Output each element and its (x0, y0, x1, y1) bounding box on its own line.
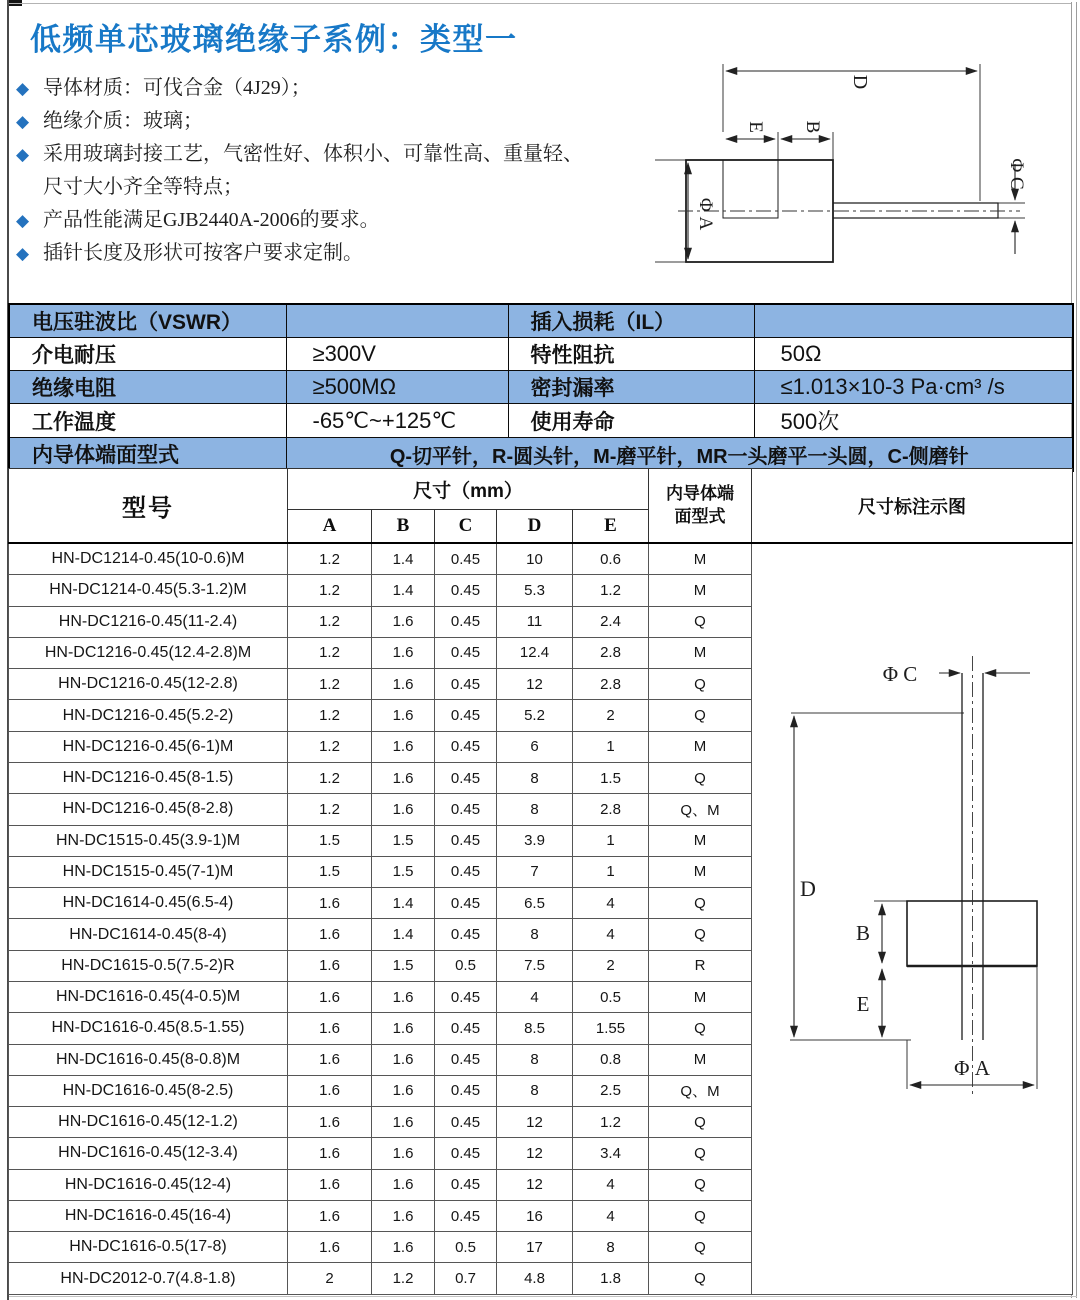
feature-text: 插针长度及形状可按客户要求定制。 (43, 242, 363, 264)
model-cell: HN-DC1616-0.45(12-1.2) (9, 1107, 288, 1138)
dim-c-cell: 0.45 (435, 637, 497, 668)
pin-outline (833, 203, 998, 218)
face-type-cell: Q (649, 1107, 752, 1138)
dim-label-phi-a: Φ A (695, 197, 716, 231)
feature-item (16, 138, 592, 204)
dim-d-cell: 4 (497, 981, 573, 1012)
spec-label: 工作温度 (9, 404, 286, 438)
face-type-cell: Q (649, 1232, 752, 1263)
dim-b-cell: 1.5 (372, 825, 435, 856)
dim-d-cell: 3.9 (497, 825, 573, 856)
dim-d-cell: 8 (497, 1044, 573, 1075)
face-type-cell: Q (649, 606, 752, 637)
dim-a-cell: 1.2 (288, 762, 372, 793)
column-header-d: D (497, 510, 573, 544)
dim-b-cell: 1.6 (372, 606, 435, 637)
model-cell: HN-DC1616-0.45(16-4) (9, 1200, 288, 1231)
model-cell: HN-DC1216-0.45(12-2.8) (9, 669, 288, 700)
spec-row (9, 304, 1073, 338)
face-type-cell: Q (649, 762, 752, 793)
dim-b-cell: 1.4 (372, 888, 435, 919)
dimension-annotation-drawing (753, 544, 1071, 1290)
column-header-diagram: 尺寸标注示图 (752, 469, 1073, 544)
dim-c-cell: 0.5 (435, 950, 497, 981)
dim-c-cell: 0.45 (435, 669, 497, 700)
face-type-cell: R (649, 950, 752, 981)
dim-a-cell: 1.6 (288, 1138, 372, 1169)
dim-c-cell: 0.45 (435, 731, 497, 762)
dim-d-cell: 5.2 (497, 700, 573, 731)
dim-c-cell: 0.45 (435, 1200, 497, 1231)
column-header-b: B (372, 510, 435, 544)
dim-b-cell: 1.6 (372, 637, 435, 668)
model-cell: HN-DC1615-0.5(7.5-2)R (9, 950, 288, 981)
dim-a-cell: 1.6 (288, 1044, 372, 1075)
dim-e-cell: 2.8 (573, 794, 649, 825)
dim-b-cell: 1.4 (372, 575, 435, 606)
face-type-cell: M (649, 637, 752, 668)
face-type-cell: M (649, 1044, 752, 1075)
face-type-cell: M (649, 825, 752, 856)
dim-e-cell: 1.55 (573, 1013, 649, 1044)
dim-a-cell: 1.6 (288, 1200, 372, 1231)
dim-b-cell: 1.6 (372, 794, 435, 825)
model-cell: HN-DC1614-0.45(6.5-4) (9, 888, 288, 919)
dim-d-cell: 7.5 (497, 950, 573, 981)
dim-a-cell: 1.5 (288, 856, 372, 887)
spec-row (9, 371, 1073, 404)
model-cell: HN-DC1216-0.45(12.4-2.8)M (9, 637, 288, 668)
feature-item (16, 237, 592, 270)
dim-d-cell: 8 (497, 1075, 573, 1106)
face-type-cell: Q (649, 1169, 752, 1200)
dim-e-cell: 0.6 (573, 543, 649, 575)
dim-c-cell: 0.5 (435, 1232, 497, 1263)
feature-item (16, 204, 592, 237)
face-type-cell: M (649, 981, 752, 1012)
dim-e-cell: 1.2 (573, 575, 649, 606)
dim-c-cell: 0.45 (435, 981, 497, 1012)
dim-a-cell: 1.6 (288, 1232, 372, 1263)
header-row-group (9, 469, 1073, 510)
dim-label-e: E (745, 121, 766, 133)
spec-value (286, 304, 508, 338)
diamond-bullet-icon: ◆ (16, 145, 30, 164)
spec-table (8, 303, 1074, 472)
dim-b-cell: 1.6 (372, 1107, 435, 1138)
dim-e-cell: 4 (573, 919, 649, 950)
dim-d-cell: 8 (497, 762, 573, 793)
face-type-cell: M (649, 575, 752, 606)
column-group-dimensions: 尺寸（mm） (288, 469, 649, 510)
glass-recess-outline (723, 160, 778, 218)
dim-d-cell: 8 (497, 919, 573, 950)
model-table (8, 468, 1073, 1295)
face-type-cell: M (649, 856, 752, 887)
dim-d-cell: 5.3 (497, 575, 573, 606)
face-type-legend: Q-切平针，R-圆头针，M-磨平针，MR一头磨平一头圆，C-侧磨针 (286, 438, 1073, 472)
dim-e-cell: 2.5 (573, 1075, 649, 1106)
spec-row (9, 438, 1073, 472)
spec-value: ≤1.013×10-3 Pa·cm³ /s (754, 371, 1073, 404)
spec-value: 500次 (754, 404, 1073, 438)
dim-b-cell: 1.6 (372, 669, 435, 700)
dim-e-cell: 3.4 (573, 1138, 649, 1169)
face-type-cell: Q (649, 1138, 752, 1169)
column-header-a: A (288, 510, 372, 544)
dim-b-cell: 1.6 (372, 1138, 435, 1169)
dim-e-cell: 2.4 (573, 606, 649, 637)
model-cell: HN-DC1616-0.5(17-8) (9, 1232, 288, 1263)
spec-value: 50Ω (754, 338, 1073, 371)
spec-row (9, 404, 1073, 438)
model-cell: HN-DC1214-0.45(10-0.6)M (9, 543, 288, 575)
model-cell: HN-DC1216-0.45(6-1)M (9, 731, 288, 762)
dim-b-cell: 1.4 (372, 543, 435, 575)
dim-e-cell: 4 (573, 1169, 649, 1200)
dim-a-cell: 1.6 (288, 950, 372, 981)
dim-a-cell: 2 (288, 1263, 372, 1295)
dim-b-cell: 1.6 (372, 762, 435, 793)
dim-label-phi-c: Φ C (1006, 158, 1027, 190)
dim-c-cell: 0.45 (435, 825, 497, 856)
dim-a-cell: 1.6 (288, 1169, 372, 1200)
page-bottom-border (9, 1296, 1077, 1297)
dim-c-cell: 0.45 (435, 762, 497, 793)
model-cell: HN-DC1616-0.45(12-3.4) (9, 1138, 288, 1169)
spec-value (754, 304, 1073, 338)
dim-c-cell: 0.7 (435, 1263, 497, 1295)
dim-a-cell: 1.2 (288, 731, 372, 762)
dim-c-cell: 0.45 (435, 700, 497, 731)
spec-label: 特性阻抗 (508, 338, 754, 371)
dim-a-cell: 1.2 (288, 700, 372, 731)
dim-e-cell: 4 (573, 1200, 649, 1231)
dim-e-cell: 4 (573, 888, 649, 919)
dim-label-e: E (856, 992, 870, 1016)
dim-e-cell: 8 (573, 1232, 649, 1263)
dim-e-cell: 1.5 (573, 762, 649, 793)
dim-d-cell: 4.8 (497, 1263, 573, 1295)
dim-a-cell: 1.5 (288, 825, 372, 856)
extension-line (998, 203, 1025, 218)
feature-item (16, 72, 592, 105)
dim-b-cell: 1.6 (372, 1044, 435, 1075)
dim-c-cell: 0.45 (435, 1013, 497, 1044)
column-header-face-type: 内导体端面型式 (649, 469, 752, 544)
dim-b-cell: 1.5 (372, 856, 435, 887)
feature-text: 采用玻璃封接工艺，气密性好、体积小、可靠性高、重量轻、尺寸大小齐全等特点； (43, 143, 583, 198)
feature-text: 绝缘介质：玻璃； (43, 110, 203, 132)
dim-c-cell: 0.45 (435, 919, 497, 950)
diamond-bullet-icon: ◆ (16, 211, 30, 230)
dim-e-cell: 1.2 (573, 1107, 649, 1138)
face-type-cell: M (649, 731, 752, 762)
model-cell: HN-DC1216-0.45(8-1.5) (9, 762, 288, 793)
dim-label-d: D (800, 876, 816, 901)
diamond-bullet-icon: ◆ (16, 112, 30, 131)
dim-d-cell: 12.4 (497, 637, 573, 668)
spec-value: ≥500MΩ (286, 371, 508, 404)
model-table-body (9, 543, 1073, 1295)
dim-e-cell: 2.8 (573, 637, 649, 668)
model-cell: HN-DC1616-0.45(8.5-1.55) (9, 1013, 288, 1044)
spec-value: -65℃~+125℃ (286, 404, 508, 438)
dim-label-phi-c: Φ C (882, 662, 918, 686)
dim-c-cell: 0.45 (435, 1107, 497, 1138)
dim-label-d: D (849, 74, 871, 90)
face-type-cell: Q (649, 1013, 752, 1044)
dim-a-cell: 1.6 (288, 981, 372, 1012)
dim-c-cell: 0.45 (435, 606, 497, 637)
dim-d-cell: 16 (497, 1200, 573, 1231)
dim-c-cell: 0.45 (435, 1075, 497, 1106)
dim-b-cell: 1.6 (372, 1075, 435, 1106)
spec-label: 使用寿命 (508, 404, 754, 438)
spec-value: ≥300V (286, 338, 508, 371)
face-type-cell: Q (649, 919, 752, 950)
page-right-border-outer (1076, 2, 1077, 1298)
spec-label: 绝缘电阻 (9, 371, 286, 404)
feature-text: 导体材质：可伐合金（4J29）； (43, 77, 311, 99)
dim-d-cell: 6.5 (497, 888, 573, 919)
dim-e-cell: 0.5 (573, 981, 649, 1012)
dim-c-cell: 0.45 (435, 543, 497, 575)
dim-b-cell: 1.6 (372, 1013, 435, 1044)
dim-d-cell: 11 (497, 606, 573, 637)
dim-c-cell: 0.45 (435, 1169, 497, 1200)
dim-e-cell: 1.8 (573, 1263, 649, 1295)
dim-b-cell: 1.5 (372, 950, 435, 981)
model-cell: HN-DC1614-0.45(8-4) (9, 919, 288, 950)
dim-b-cell: 1.6 (372, 981, 435, 1012)
dim-a-cell: 1.6 (288, 1075, 372, 1106)
dim-c-cell: 0.45 (435, 1044, 497, 1075)
dim-c-cell: 0.45 (435, 856, 497, 887)
page-title: 低频单芯玻璃绝缘子系例：类型一 (30, 22, 518, 57)
diamond-bullet-icon: ◆ (16, 79, 30, 98)
page-top-border (9, 3, 1072, 4)
dim-label-phi-a: Φ A (954, 1056, 990, 1080)
column-header-e: E (573, 510, 649, 544)
face-type-cell: Q (649, 700, 752, 731)
dim-a-cell: 1.6 (288, 888, 372, 919)
dim-e-cell: 2 (573, 950, 649, 981)
model-cell: HN-DC1216-0.45(8-2.8) (9, 794, 288, 825)
dim-e-cell: 0.8 (573, 1044, 649, 1075)
column-header-model: 型号 (9, 469, 288, 544)
dim-c-cell: 0.45 (435, 794, 497, 825)
dim-label-b: B (802, 120, 823, 134)
dim-e-cell: 1 (573, 731, 649, 762)
dimension-diagram-cell (752, 543, 1073, 1295)
dim-c-cell: 0.45 (435, 888, 497, 919)
face-type-cell: Q (649, 669, 752, 700)
model-cell: HN-DC1216-0.45(11-2.4) (9, 606, 288, 637)
face-type-cell: Q、M (649, 794, 752, 825)
dim-d-cell: 7 (497, 856, 573, 887)
spec-label: 内导体端面型式 (9, 438, 286, 472)
dim-b-cell: 1.6 (372, 700, 435, 731)
feature-list (16, 72, 592, 270)
dim-d-cell: 17 (497, 1232, 573, 1263)
dim-a-cell: 1.6 (288, 919, 372, 950)
dim-d-cell: 12 (497, 669, 573, 700)
dim-e-cell: 2 (573, 700, 649, 731)
insulator-body-outline (907, 901, 1037, 966)
spec-label: 介电耐压 (9, 338, 286, 371)
spec-label: 插入损耗（IL） (508, 304, 754, 338)
dim-d-cell: 8.5 (497, 1013, 573, 1044)
dim-e-cell: 1 (573, 825, 649, 856)
table-row (9, 543, 1073, 575)
face-type-cell: Q (649, 888, 752, 919)
model-table-header (9, 469, 1073, 544)
model-cell: HN-DC1616-0.45(12-4) (9, 1169, 288, 1200)
dim-a-cell: 1.2 (288, 543, 372, 575)
spec-row (9, 338, 1073, 371)
face-type-cell: Q (649, 1263, 752, 1295)
diamond-bullet-icon: ◆ (16, 244, 30, 263)
dim-d-cell: 12 (497, 1169, 573, 1200)
model-cell: HN-DC1515-0.45(3.9-1)M (9, 825, 288, 856)
dim-e-cell: 2.8 (573, 669, 649, 700)
dim-a-cell: 1.2 (288, 637, 372, 668)
spec-label: 电压驻波比（VSWR） (9, 304, 286, 338)
model-cell: HN-DC1616-0.45(8-0.8)M (9, 1044, 288, 1075)
model-cell: HN-DC1515-0.45(7-1)M (9, 856, 288, 887)
dim-d-cell: 12 (497, 1107, 573, 1138)
feature-item (16, 105, 592, 138)
dim-a-cell: 1.2 (288, 669, 372, 700)
dim-b-cell: 1.6 (372, 1200, 435, 1231)
model-cell: HN-DC1616-0.45(4-0.5)M (9, 981, 288, 1012)
face-type-cell: Q、M (649, 1075, 752, 1106)
dim-b-cell: 1.6 (372, 1232, 435, 1263)
product-outline-drawing (648, 44, 1073, 279)
dim-b-cell: 1.4 (372, 919, 435, 950)
feature-text: 产品性能满足GJB2440A-2006的要求。 (43, 209, 380, 231)
dim-e-cell: 1 (573, 856, 649, 887)
dim-a-cell: 1.2 (288, 575, 372, 606)
dim-b-cell: 1.2 (372, 1263, 435, 1295)
dim-b-cell: 1.6 (372, 1169, 435, 1200)
dim-a-cell: 1.2 (288, 606, 372, 637)
model-cell: HN-DC1214-0.45(5.3-1.2)M (9, 575, 288, 606)
dim-a-cell: 1.6 (288, 1013, 372, 1044)
model-cell: HN-DC1616-0.45(8-2.5) (9, 1075, 288, 1106)
dim-c-cell: 0.45 (435, 575, 497, 606)
face-type-cell: Q (649, 1200, 752, 1231)
column-header-c: C (435, 510, 497, 544)
model-cell: HN-DC2012-0.7(4.8-1.8) (9, 1263, 288, 1295)
dim-a-cell: 1.6 (288, 1107, 372, 1138)
dim-label-b: B (856, 921, 871, 945)
dim-d-cell: 6 (497, 731, 573, 762)
dim-d-cell: 10 (497, 543, 573, 575)
dim-d-cell: 8 (497, 794, 573, 825)
spec-label: 密封漏率 (508, 371, 754, 404)
dim-c-cell: 0.45 (435, 1138, 497, 1169)
dim-b-cell: 1.6 (372, 731, 435, 762)
model-cell: HN-DC1216-0.45(5.2-2) (9, 700, 288, 731)
dim-d-cell: 12 (497, 1138, 573, 1169)
face-type-cell: M (649, 543, 752, 575)
dim-a-cell: 1.2 (288, 794, 372, 825)
